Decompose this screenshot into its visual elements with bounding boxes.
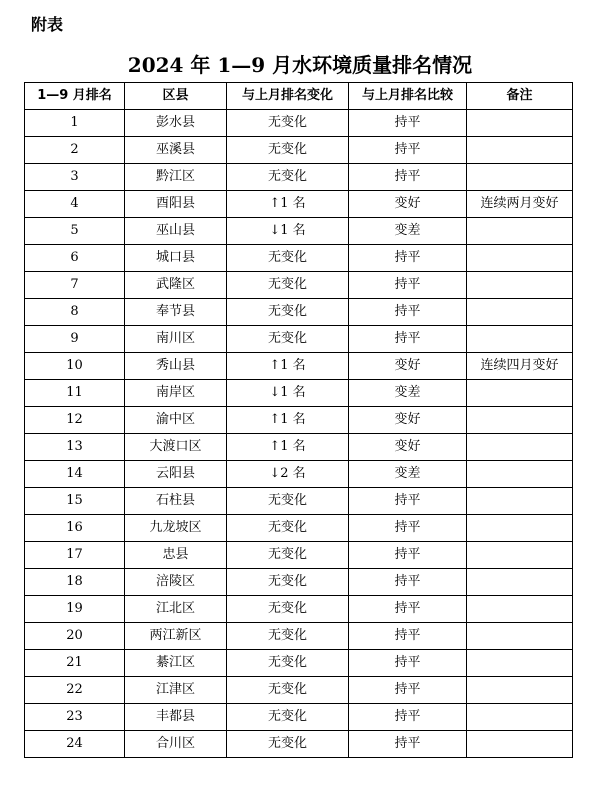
rank-change-cell: 无变化 [227, 731, 349, 758]
comparison-cell: 持平 [349, 596, 467, 623]
table-row [25, 110, 573, 137]
note-cell [467, 110, 573, 137]
note-cell [467, 542, 573, 569]
comparison-cell: 持平 [349, 164, 467, 191]
rank-change-cell: 无变化 [227, 137, 349, 164]
note-cell [467, 461, 573, 488]
comparison-cell: 持平 [349, 110, 467, 137]
note-cell [467, 488, 573, 515]
rank-cell: 17 [25, 542, 125, 569]
rank-cell: 19 [25, 596, 125, 623]
table-row [25, 272, 573, 299]
rank-change-cell: 无变化 [227, 245, 349, 272]
district-cell: 武隆区 [125, 272, 227, 299]
table-row [25, 542, 573, 569]
rank-change-cell: 无变化 [227, 110, 349, 137]
district-cell: 九龙坡区 [125, 515, 227, 542]
comparison-cell: 持平 [349, 677, 467, 704]
table-row [25, 164, 573, 191]
rank-cell: 7 [25, 272, 125, 299]
rank-change-cell: 无变化 [227, 542, 349, 569]
comparison-cell: 变好 [349, 407, 467, 434]
comparison-cell: 变好 [349, 434, 467, 461]
rank-cell: 16 [25, 515, 125, 542]
page-title: 2024 年 1—9 月水环境质量排名情况 [127, 53, 473, 77]
table-row [25, 623, 573, 650]
comparison-cell: 变差 [349, 380, 467, 407]
district-cell: 江北区 [125, 596, 227, 623]
rank-cell: 14 [25, 461, 125, 488]
rank-change-cell: 无变化 [227, 488, 349, 515]
table-row [25, 407, 573, 434]
comparison-cell: 持平 [349, 326, 467, 353]
table-body [25, 110, 573, 758]
rank-cell: 8 [25, 299, 125, 326]
rank-cell: 3 [25, 164, 125, 191]
table-row [25, 218, 573, 245]
rank-change-cell: 无变化 [227, 623, 349, 650]
rank-change-cell: ↑1 名 [227, 407, 349, 434]
table-row [25, 569, 573, 596]
comparison-cell: 持平 [349, 515, 467, 542]
table-row [25, 650, 573, 677]
rank-change-cell: 无变化 [227, 272, 349, 299]
rank-cell: 24 [25, 731, 125, 758]
note-cell [467, 299, 573, 326]
note-cell [467, 569, 573, 596]
district-cell: 彭水县 [125, 110, 227, 137]
table-header-row [25, 83, 573, 110]
note-cell [467, 137, 573, 164]
table-row [25, 191, 573, 218]
district-cell: 两江新区 [125, 623, 227, 650]
note-cell [467, 677, 573, 704]
note-cell: 连续两月变好 [467, 191, 573, 218]
table-row [25, 461, 573, 488]
district-cell: 丰都县 [125, 704, 227, 731]
district-cell: 涪陵区 [125, 569, 227, 596]
comparison-cell: 变好 [349, 191, 467, 218]
note-cell [467, 272, 573, 299]
table-row [25, 596, 573, 623]
district-cell: 大渡口区 [125, 434, 227, 461]
rank-cell: 2 [25, 137, 125, 164]
rank-cell: 6 [25, 245, 125, 272]
header-rank: 1—9 月排名 [25, 83, 125, 110]
note-cell [467, 650, 573, 677]
district-cell: 合川区 [125, 731, 227, 758]
rank-cell: 10 [25, 353, 125, 380]
rank-change-cell: ↓1 名 [227, 218, 349, 245]
rank-change-cell: ↑1 名 [227, 353, 349, 380]
rank-change-cell: 无变化 [227, 299, 349, 326]
rank-cell: 23 [25, 704, 125, 731]
note-cell [467, 218, 573, 245]
district-cell: 江津区 [125, 677, 227, 704]
appendix-label: 附表 [31, 15, 64, 34]
rank-cell: 21 [25, 650, 125, 677]
comparison-cell: 持平 [349, 731, 467, 758]
table-row [25, 677, 573, 704]
rank-change-cell: ↓1 名 [227, 380, 349, 407]
comparison-cell: 持平 [349, 272, 467, 299]
rank-change-cell: 无变化 [227, 326, 349, 353]
note-cell [467, 380, 573, 407]
district-cell: 南岸区 [125, 380, 227, 407]
header-note: 备注 [467, 83, 573, 110]
note-cell [467, 623, 573, 650]
note-cell [467, 515, 573, 542]
rank-cell: 15 [25, 488, 125, 515]
comparison-cell: 持平 [349, 704, 467, 731]
note-cell [467, 434, 573, 461]
comparison-cell: 持平 [349, 299, 467, 326]
comparison-cell: 持平 [349, 569, 467, 596]
rank-change-cell: 无变化 [227, 164, 349, 191]
comparison-cell: 持平 [349, 623, 467, 650]
comparison-cell: 持平 [349, 245, 467, 272]
rank-cell: 18 [25, 569, 125, 596]
header-rank-comparison: 与上月排名比较 [349, 83, 467, 110]
rank-change-cell: ↑1 名 [227, 191, 349, 218]
rank-change-cell: ↓2 名 [227, 461, 349, 488]
rank-change-cell: 无变化 [227, 704, 349, 731]
rank-cell: 4 [25, 191, 125, 218]
table-row [25, 731, 573, 758]
table-row [25, 299, 573, 326]
district-cell: 奉节县 [125, 299, 227, 326]
table-row [25, 704, 573, 731]
ranking-table [24, 82, 573, 758]
table-row [25, 380, 573, 407]
district-cell: 南川区 [125, 326, 227, 353]
note-cell [467, 704, 573, 731]
table-row [25, 353, 573, 380]
comparison-cell: 持平 [349, 542, 467, 569]
rank-change-cell: 无变化 [227, 650, 349, 677]
rank-cell: 12 [25, 407, 125, 434]
note-cell [467, 326, 573, 353]
district-cell: 酉阳县 [125, 191, 227, 218]
district-cell: 秀山县 [125, 353, 227, 380]
district-cell: 石柱县 [125, 488, 227, 515]
rank-change-cell: 无变化 [227, 677, 349, 704]
rank-cell: 5 [25, 218, 125, 245]
district-cell: 忠县 [125, 542, 227, 569]
rank-cell: 1 [25, 110, 125, 137]
note-cell [467, 164, 573, 191]
rank-change-cell: 无变化 [227, 596, 349, 623]
note-cell: 连续四月变好 [467, 353, 573, 380]
comparison-cell: 变差 [349, 461, 467, 488]
table-row [25, 434, 573, 461]
comparison-cell: 持平 [349, 137, 467, 164]
rank-cell: 13 [25, 434, 125, 461]
district-cell: 城口县 [125, 245, 227, 272]
district-cell: 綦江区 [125, 650, 227, 677]
header-rank-change: 与上月排名变化 [227, 83, 349, 110]
district-cell: 巫山县 [125, 218, 227, 245]
header-district: 区县 [125, 83, 227, 110]
table-row [25, 515, 573, 542]
comparison-cell: 持平 [349, 488, 467, 515]
district-cell: 云阳县 [125, 461, 227, 488]
note-cell [467, 596, 573, 623]
table-row [25, 137, 573, 164]
rank-change-cell: 无变化 [227, 515, 349, 542]
district-cell: 渝中区 [125, 407, 227, 434]
comparison-cell: 变差 [349, 218, 467, 245]
district-cell: 黔江区 [125, 164, 227, 191]
table-row [25, 245, 573, 272]
table-row [25, 326, 573, 353]
table-row [25, 488, 573, 515]
comparison-cell: 持平 [349, 650, 467, 677]
rank-cell: 9 [25, 326, 125, 353]
rank-cell: 22 [25, 677, 125, 704]
rank-change-cell: 无变化 [227, 569, 349, 596]
rank-cell: 20 [25, 623, 125, 650]
note-cell [467, 731, 573, 758]
rank-cell: 11 [25, 380, 125, 407]
note-cell [467, 407, 573, 434]
district-cell: 巫溪县 [125, 137, 227, 164]
rank-change-cell: ↑1 名 [227, 434, 349, 461]
comparison-cell: 变好 [349, 353, 467, 380]
note-cell [467, 245, 573, 272]
